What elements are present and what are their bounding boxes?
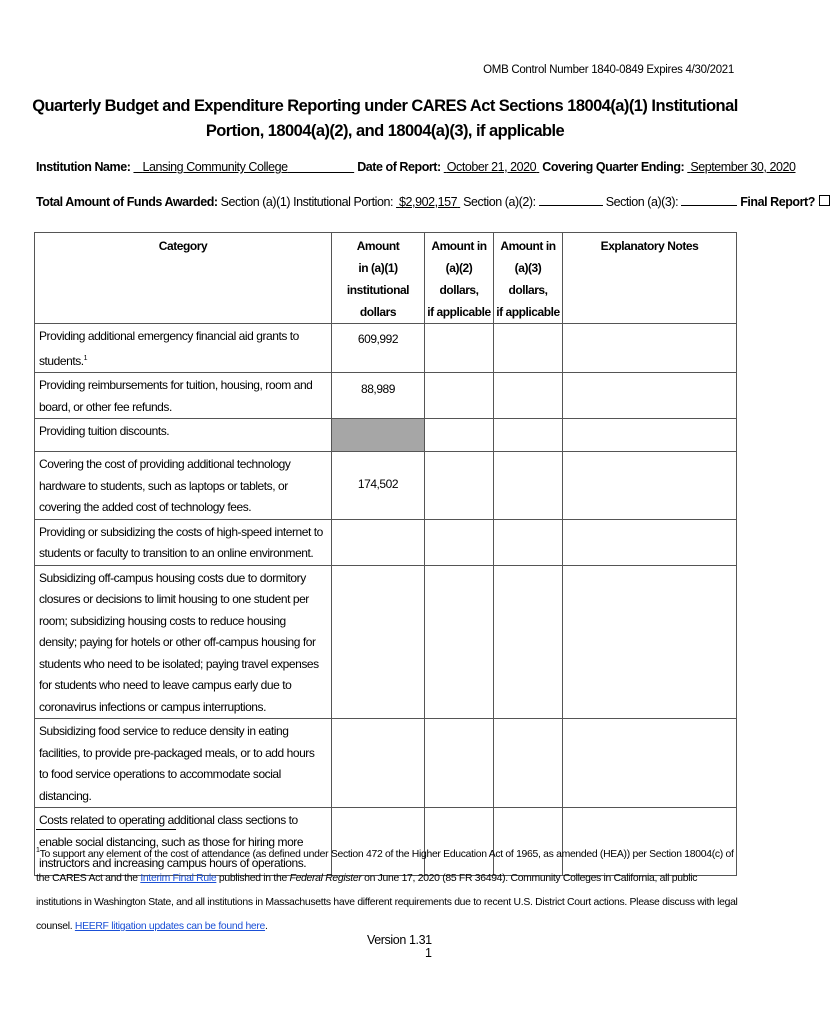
row-amount-a3[interactable] — [494, 419, 563, 452]
quarter-ending-label: Covering Quarter Ending: — [542, 160, 685, 174]
row-amount-a1[interactable]: 609,992 — [332, 324, 425, 373]
table-header-row — [35, 233, 737, 324]
heerf-litigation-link[interactable]: HEERF litigation updates can be found here — [74, 921, 266, 932]
section-a2-blank — [539, 194, 603, 206]
row-category: Costs related to operating additional class sections to enable social distancing, such as those for hiring more instructors and increasing campus hours of operations. — [35, 808, 332, 876]
row-category: Subsidizing off-campus housing costs due to dormitory closures or decisions to limit housing to one student per room; subsidizing housing costs to reduce housing density; paying for hotels or other off-campus housing for students who need to be isolated; paying travel expenses for students who need to leave campus early due to coronavirus infections or campus interruptions. — [35, 565, 332, 719]
row-notes[interactable] — [563, 373, 737, 419]
row-amount-a3[interactable] — [494, 565, 563, 719]
version-label: Version 1.31 — [367, 933, 432, 947]
row-category: Providing additional emergency financial aid grants to students.$^1$ — [35, 324, 332, 373]
row-amount-a3[interactable] — [494, 719, 563, 808]
row-notes[interactable] — [563, 419, 737, 452]
row-category: Covering the cost of providing additional technology hardware to students, such as laptops or tablets, or covering the added cost of technology fees. — [35, 452, 332, 520]
header-amount-a3: Amount in (a)(3) dollars, if applicable — [494, 233, 563, 324]
row-category: Subsidizing food service to reduce density in eating facilities, to provide pre-packaged meals, or to add hours to food service operations to accommodate social distancing. — [35, 719, 332, 808]
row-notes[interactable] — [563, 719, 737, 808]
date-of-report-value: October 21, 2020 — [446, 160, 537, 174]
row-amount-a3[interactable] — [494, 373, 563, 419]
row-amount-a1[interactable]: 174,502 — [332, 452, 425, 520]
budget-expenditure-table — [34, 232, 737, 876]
table-row — [35, 419, 737, 452]
section-a3-blank — [681, 194, 737, 206]
page-number: 1 — [425, 946, 432, 960]
row-notes[interactable] — [563, 452, 737, 520]
footnote-divider — [36, 829, 176, 830]
table-row — [35, 719, 737, 808]
header-explanatory-notes: Explanatory Notes — [563, 233, 737, 324]
row-amount-a2[interactable] — [425, 519, 494, 565]
row-amount-a2[interactable] — [425, 373, 494, 419]
section-a3-label: Section (a)(3): — [605, 195, 679, 209]
final-report-label: Final Report? — [740, 195, 815, 209]
row-notes[interactable] — [563, 519, 737, 565]
table-row — [35, 452, 737, 520]
row-amount-a2[interactable] — [425, 452, 494, 520]
row-category: Providing reimbursements for tuition, housing, room and board, or other fee refunds. — [35, 373, 332, 419]
row-amount-a1[interactable]: 88,989 — [332, 373, 425, 419]
section-a1-value: $2,902,157 — [399, 195, 458, 209]
row-category: Providing tuition discounts. — [35, 419, 332, 452]
row-amount-a1[interactable] — [332, 719, 425, 808]
row-amount-a3[interactable] — [494, 452, 563, 520]
footnote-number: 1 — [36, 847, 40, 854]
page-title: Quarterly Budget and Expenditure Reporting under CARES Act Sections 18004(a)(1) Institutional Portion, 18004(a)(2), and 18004(a)(3), if applicable — [32, 97, 738, 140]
row-amount-a2[interactable] — [425, 324, 494, 373]
header-category: Category — [35, 233, 332, 324]
row-notes[interactable] — [563, 324, 737, 373]
footnote: $^1$To support any element of the cost of attendance (as defined under Section 472 of the Higher Education Act of 1965, as amended (HEA)) per Section 18004(c) of the CARES Act and the Interim Final Rule published in the Federal Register on June 17, 2020 (85 FR 36494). Community Colleges in California, all public institutions in Washington State, and all institutions in Massachusetts have different requirements due to recent U.S. District Court actions. Please discuss with legal counsel. HEERF litigation updates can be found here. — [36, 847, 738, 932]
institution-label: Institution Name — [36, 160, 127, 174]
omb-control-number: OMB Control Number 1840-0849 Expires 4/30/2021 — [483, 64, 734, 76]
row-amount-a1[interactable] — [332, 565, 425, 719]
row-amount-a1[interactable] — [332, 519, 425, 565]
table-row — [35, 565, 737, 719]
date-of-report-label: Date of Report: — [357, 160, 441, 174]
section-a1-label: Section (a)(1) Institutional Portion: — [220, 195, 393, 209]
row-amount-a2[interactable] — [425, 719, 494, 808]
federal-register-text: Federal Register — [289, 873, 362, 884]
final-report-checkbox[interactable] — [819, 195, 830, 206]
row-amount-a2[interactable] — [425, 419, 494, 452]
row-amount-a2[interactable] — [425, 565, 494, 719]
row-amount-a3[interactable] — [494, 519, 563, 565]
row-notes[interactable] — [563, 565, 737, 719]
footnote-marker: 1 — [83, 354, 88, 362]
institution-info-line: Institution Name: Lansing Community College Date of Report: October 21, 2020 Covering Quarter Ending: September 30, 2020 — [36, 160, 796, 174]
table-row — [35, 324, 737, 373]
quarter-ending-value: September 30, 2020 — [690, 160, 796, 174]
row-amount-a3[interactable] — [494, 324, 563, 373]
row-category: Providing or subsidizing the costs of high-speed internet to students or faculty to transition to an online environment. — [35, 519, 332, 565]
header-amount-a2: Amount in (a)(2) dollars, if applicable — [425, 233, 494, 324]
institution-name-value: Lansing Community College — [142, 160, 288, 174]
funds-awarded-line — [36, 194, 830, 209]
section-a2-label: Section (a)(2): — [463, 195, 536, 209]
table-row — [35, 373, 737, 419]
table-row — [35, 519, 737, 565]
total-funds-label: Total Amount of Funds Awarded: — [36, 195, 218, 209]
interim-final-rule-link[interactable]: Interim Final Rule — [140, 873, 217, 884]
row-amount-a1-shaded[interactable] — [332, 419, 425, 452]
header-amount-a1: Amount in (a)(1) institutional dollars — [332, 233, 425, 324]
